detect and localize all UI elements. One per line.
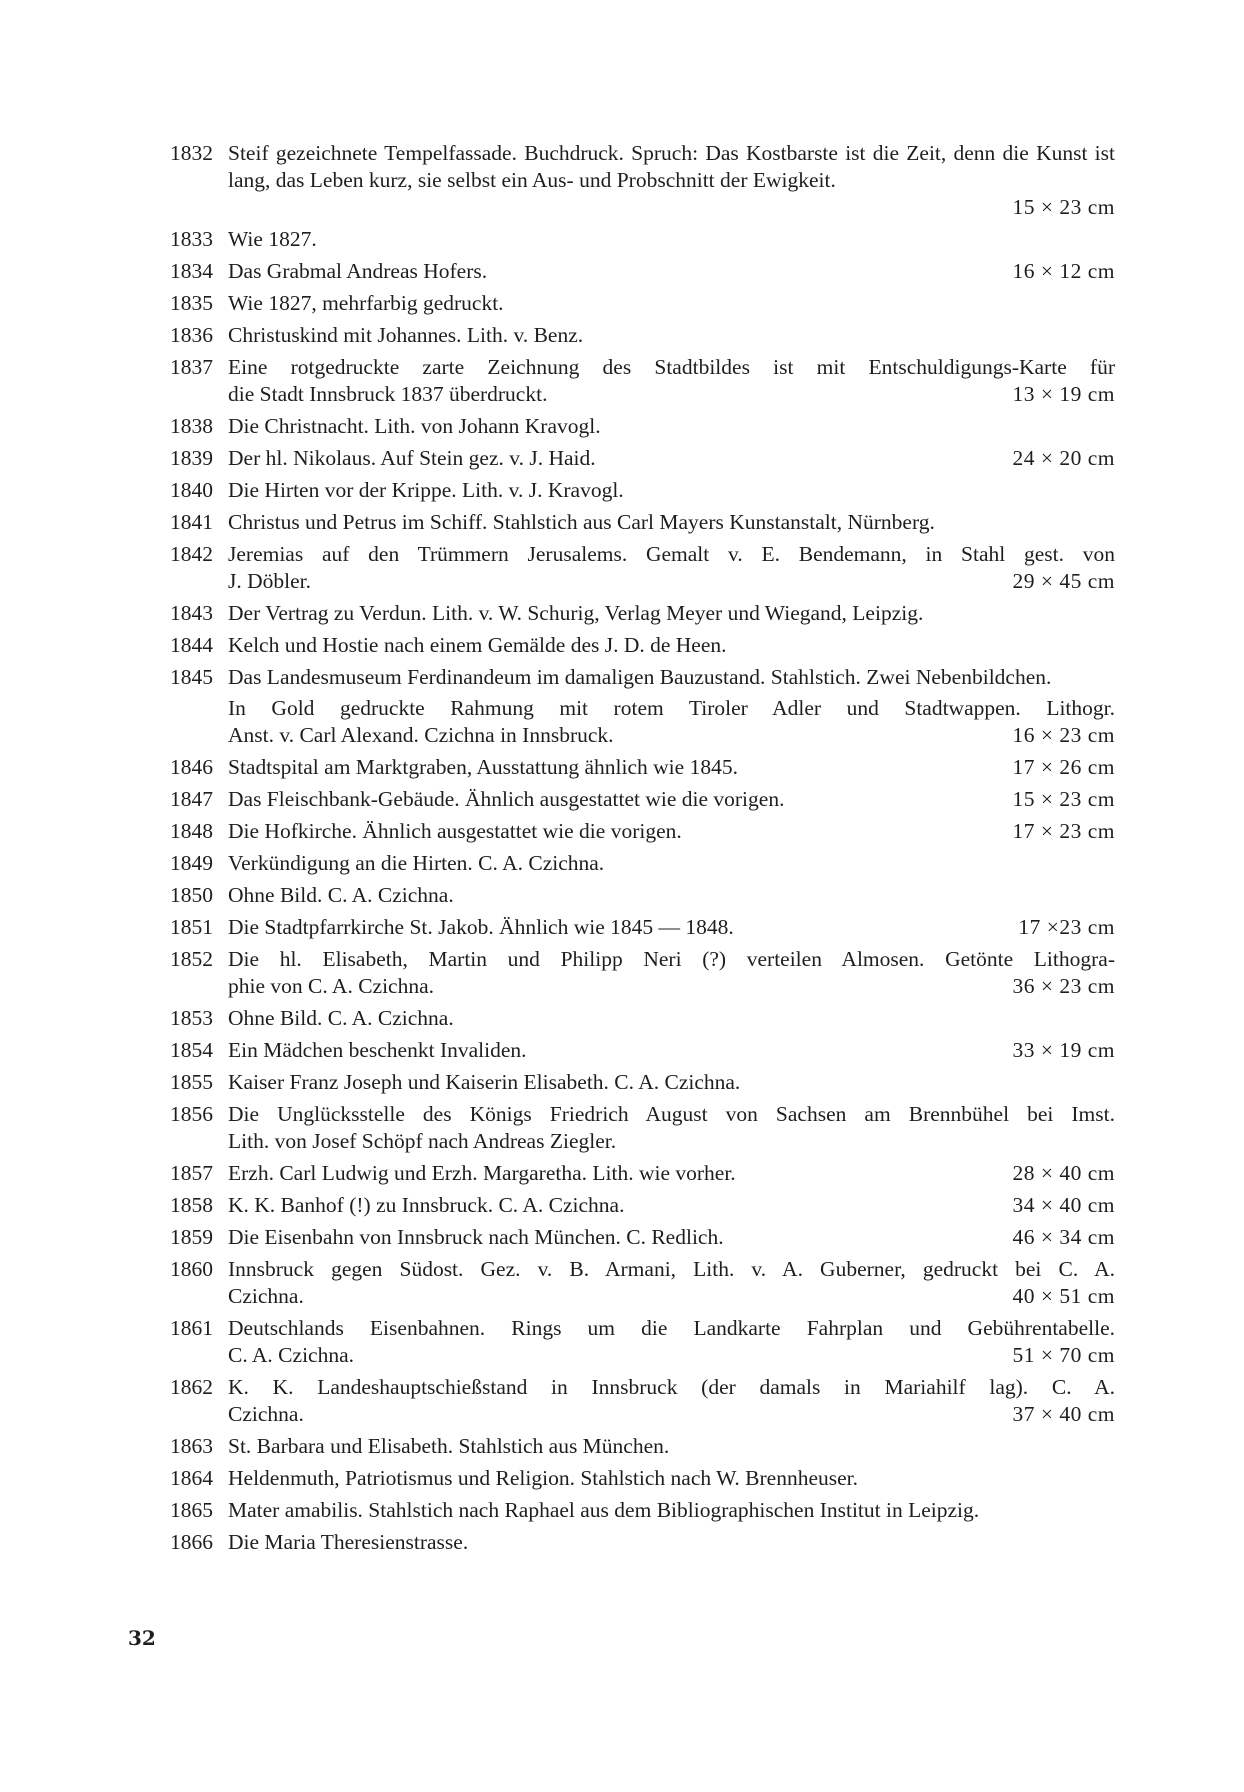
entry-text: Erzh. Carl Ludwig und Erzh. Margaretha. Lith. wie vorher. <box>228 1161 736 1185</box>
list-item <box>170 1465 1115 1492</box>
entry-year: 1862 <box>170 1375 213 1399</box>
entry-text: Kaiser Franz Joseph und Kaiserin Elisabeth. C. A. Czichna. <box>228 1070 741 1094</box>
entry-year: 1859 <box>170 1225 213 1249</box>
entry-dimensions: 17 × 23 cm <box>1012 819 1115 843</box>
entry-year: 1864 <box>170 1466 213 1490</box>
entry-text: Die Maria Theresienstrasse. <box>228 1530 469 1554</box>
entry-text: Die Hofkirche. Ähnlich ausgestattet wie die vorigen. <box>228 819 682 843</box>
entry-text: Ohne Bild. C. A. Czichna. <box>228 1006 454 1030</box>
list-item <box>170 226 1115 253</box>
entry-text: Mater amabilis. Stahlstich nach Raphael aus dem Bibliographischen Institut in Leipzig. <box>228 1498 980 1522</box>
entry-year: 1851 <box>170 915 213 939</box>
entry-text: Der Vertrag zu Verdun. Lith. v. W. Schurig, Verlag Meyer und Wiegand, Leipzig. <box>228 601 924 625</box>
entry-text: Der hl. Nikolaus. Auf Stein gez. v. J. Haid. <box>228 446 596 470</box>
entry-dimensions: 34 × 40 cm <box>1012 1193 1115 1217</box>
entry-text: K. K. Banhof (!) zu Innsbruck. C. A. Czichna. <box>228 1193 625 1217</box>
entry-year: 1853 <box>170 1006 213 1030</box>
entry-year: 1857 <box>170 1161 213 1185</box>
entry-text-continued: die Stadt Innsbruck 1837 überdruckt. <box>228 382 548 406</box>
entry-text-continued: C. A. Czichna. <box>228 1343 354 1367</box>
list-item <box>170 445 1115 472</box>
list-item <box>170 1529 1115 1556</box>
entry-year: 1847 <box>170 787 213 811</box>
entry-year: 1852 <box>170 947 213 971</box>
entry-year: 1841 <box>170 510 213 534</box>
entry-year: 1845 <box>170 665 213 689</box>
entry-year: 1842 <box>170 542 213 566</box>
list-item <box>170 140 1115 221</box>
entry-dimensions: 40 × 51 cm <box>1012 1284 1115 1308</box>
list-item <box>170 1315 1115 1369</box>
entry-year: 1849 <box>170 851 213 875</box>
list-item <box>170 786 1115 813</box>
entry-year: 1865 <box>170 1498 213 1522</box>
entry-dimensions: 16 × 12 cm <box>1012 259 1115 283</box>
entry-dimensions: 13 × 19 cm <box>1012 382 1115 406</box>
entry-text: Wie 1827, mehrfarbig gedruckt. <box>228 291 504 315</box>
list-item <box>170 882 1115 909</box>
entry-text: Wie 1827. <box>228 227 317 251</box>
list-item <box>170 664 1115 749</box>
list-item <box>170 541 1115 595</box>
entry-text: Die Unglücksstelle des Königs Friedrich August von Sachsen am Brennbühel bei Imst. <box>228 1102 1115 1126</box>
list-item <box>170 1160 1115 1187</box>
entry-dimensions: 29 × 45 cm <box>1012 569 1115 593</box>
list-item <box>170 914 1115 941</box>
list-item <box>170 477 1115 504</box>
entry-year: 1856 <box>170 1102 213 1126</box>
list-item <box>170 1005 1115 1032</box>
entry-dimensions: 15 × 23 cm <box>1012 787 1115 811</box>
entry-year: 1854 <box>170 1038 213 1062</box>
list-item <box>170 600 1115 627</box>
list-item <box>170 946 1115 1000</box>
list-item <box>170 818 1115 845</box>
entry-text: Kelch und Hostie nach einem Gemälde des J. D. de Heen. <box>228 633 727 657</box>
list-item <box>170 413 1115 440</box>
list-item <box>170 1256 1115 1310</box>
entry-text: Eine rotgedruckte zarte Zeichnung des Stadtbildes ist mit Entschuldigungs-Karte für <box>228 355 1115 379</box>
list-item <box>170 290 1115 317</box>
entry-year: 1858 <box>170 1193 213 1217</box>
entry-year: 1843 <box>170 601 213 625</box>
entry-year: 1844 <box>170 633 213 657</box>
list-item <box>170 354 1115 408</box>
entry-text: Christus und Petrus im Schiff. Stahlstich aus Carl Mayers Kunstanstalt, Nürnberg. <box>228 510 935 534</box>
entry-dimensions: 37 × 40 cm <box>1012 1402 1115 1426</box>
list-item <box>170 1037 1115 1064</box>
entry-year: 1838 <box>170 414 213 438</box>
entry-year: 1850 <box>170 883 213 907</box>
list-item <box>170 1433 1115 1460</box>
entry-text: Das Landesmuseum Ferdinandeum im damaligen Bauzustand. Stahlstich. Zwei Nebenbildchen. <box>228 665 1052 689</box>
entry-year: 1835 <box>170 291 213 315</box>
entry-year: 1855 <box>170 1070 213 1094</box>
list-item <box>170 632 1115 659</box>
entry-dimensions: 15 × 23 cm <box>1012 195 1115 219</box>
entry-text-continued: phie von C. A. Czichna. <box>228 974 435 998</box>
list-item <box>170 1224 1115 1251</box>
entry-text: K. K. Landeshauptschießstand in Innsbruck (der damals in Mariahilf lag). C. A. <box>228 1375 1115 1399</box>
entry-text-continued: J. Döbler. <box>228 569 312 593</box>
entry-text: St. Barbara und Elisabeth. Stahlstich aus München. <box>228 1434 670 1458</box>
entry-dimensions: 33 × 19 cm <box>1012 1038 1115 1062</box>
list-item <box>170 1069 1115 1096</box>
entry-text: Innsbruck gegen Südost. Gez. v. B. Armani, Lith. v. A. Guberner, gedruckt bei C. A. <box>228 1257 1115 1281</box>
entry-year: 1846 <box>170 755 213 779</box>
list-item <box>170 1497 1115 1524</box>
entry-text: Steif gezeichnete Tempelfassade. Buchdruck. Spruch: Das Kostbarste ist die Zeit, denn die Kunst ist lang, das Leben kurz, sie selbst ein Aus- und Probschnitt der Ewigkeit. <box>228 141 1115 192</box>
entry-text-continued: Czichna. <box>228 1402 304 1426</box>
list-item <box>170 1101 1115 1155</box>
entry-year: 1839 <box>170 446 213 470</box>
entry-text: Stadtspital am Marktgraben, Ausstattung ähnlich wie 1845. <box>228 755 738 779</box>
list-item <box>170 258 1115 285</box>
entry-text: Die Hirten vor der Krippe. Lith. v. J. Kravogl. <box>228 478 624 502</box>
entry-year: 1834 <box>170 259 213 283</box>
entry-text: Verkündigung an die Hirten. C. A. Czichna. <box>228 851 605 875</box>
list-item <box>170 509 1115 536</box>
entry-year: 1832 <box>170 141 213 165</box>
entry-text-continued: Lith. von Josef Schöpf nach Andreas Ziegler. <box>228 1129 617 1153</box>
entry-dimensions: 36 × 23 cm <box>1012 974 1115 998</box>
list-item <box>170 1374 1115 1428</box>
entry-year: 1848 <box>170 819 213 843</box>
entry-text: Ein Mädchen beschenkt Invaliden. <box>228 1038 527 1062</box>
entry-text: Jeremias auf den Trümmern Jerusalems. Gemalt v. E. Bendemann, in Stahl gest. von <box>228 542 1115 566</box>
entry-paragraph-continued: Anst. v. Carl Alexand. Czichna in Innsbruck. <box>228 723 614 747</box>
list-item <box>170 754 1115 781</box>
entry-dimensions: 17 × 26 cm <box>1012 755 1115 779</box>
entry-year: 1840 <box>170 478 213 502</box>
list-item <box>170 850 1115 877</box>
entry-year: 1860 <box>170 1257 213 1281</box>
entry-text: Die Christnacht. Lith. von Johann Kravogl. <box>228 414 601 438</box>
entry-year: 1833 <box>170 227 213 251</box>
entry-year: 1863 <box>170 1434 213 1458</box>
entry-text: Christuskind mit Johannes. Lith. v. Benz. <box>228 323 584 347</box>
entry-year: 1861 <box>170 1316 213 1340</box>
entry-dimensions: 16 × 23 cm <box>1012 723 1115 747</box>
entry-dimensions: 17 ×23 cm <box>1018 915 1115 939</box>
entry-text: Das Grabmal Andreas Hofers. <box>228 259 488 283</box>
entry-paragraph: In Gold gedruckte Rahmung mit rotem Tiroler Adler und Stadtwappen. Lithogr. <box>228 696 1115 720</box>
entry-year: 1836 <box>170 323 213 347</box>
entry-text: Deutschlands Eisenbahnen. Rings um die Landkarte Fahrplan und Gebührentabelle. <box>228 1316 1115 1340</box>
page-number: 32 <box>128 1626 156 1650</box>
list-item <box>170 322 1115 349</box>
entry-text-continued: Czichna. <box>228 1284 304 1308</box>
entry-year: 1837 <box>170 355 213 379</box>
entry-dimensions: 51 × 70 cm <box>1012 1343 1115 1367</box>
entry-dimensions: 24 × 20 cm <box>1012 446 1115 470</box>
entry-text: Die Eisenbahn von Innsbruck nach München. C. Redlich. <box>228 1225 724 1249</box>
list-item <box>170 1192 1115 1219</box>
catalog-list <box>170 140 1115 1561</box>
entry-text: Ohne Bild. C. A. Czichna. <box>228 883 454 907</box>
entry-text: Heldenmuth, Patriotismus und Religion. Stahlstich nach W. Brennheuser. <box>228 1466 859 1490</box>
entry-dimensions: 46 × 34 cm <box>1012 1225 1115 1249</box>
entry-dimensions: 28 × 40 cm <box>1012 1161 1115 1185</box>
entry-year: 1866 <box>170 1530 213 1554</box>
entry-text: Die hl. Elisabeth, Martin und Philipp Neri (?) verteilen Almosen. Getönte Lithogra- <box>228 947 1115 971</box>
entry-text: Die Stadtpfarrkirche St. Jakob. Ähnlich wie 1845 — 1848. <box>228 915 734 939</box>
entry-text: Das Fleischbank-Gebäude. Ähnlich ausgestattet wie die vorigen. <box>228 787 785 811</box>
